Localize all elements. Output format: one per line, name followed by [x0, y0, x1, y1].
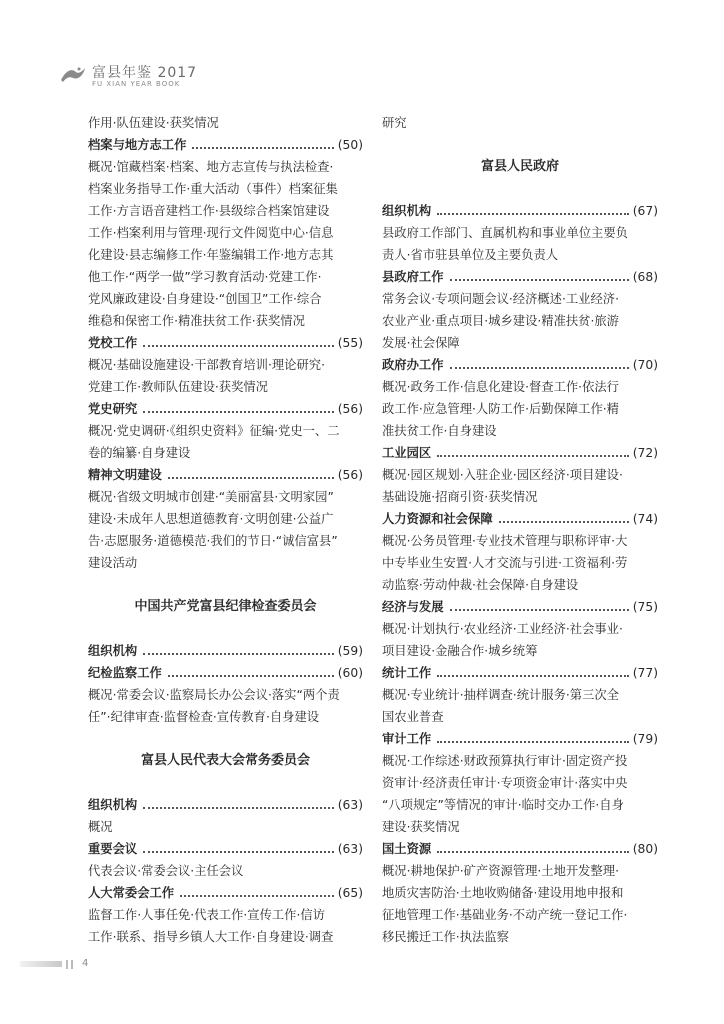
- toc-entry-page: (79): [632, 732, 658, 746]
- footer-tick: [71, 960, 73, 969]
- toc-text-line: 征地管理工作·基础业务·不动产统一登记工作·: [382, 908, 628, 922]
- toc-entry[interactable]: [382, 728, 658, 750]
- page-number: 4: [82, 958, 89, 969]
- toc-entry-title: 经济与发展: [382, 600, 444, 614]
- toc-entry[interactable]: [88, 464, 363, 486]
- leader-dots: [168, 675, 334, 677]
- toc-text-line: 发展·社会保障: [382, 336, 460, 350]
- toc-entry-title: 审计工作: [382, 732, 432, 746]
- toc-text-line: 县政府工作部门、直属机构和事业单位主要负: [382, 226, 628, 240]
- toc-text-line: 常务会议·专项问题会议·经济概述·工业经济·: [382, 292, 619, 306]
- leader-dots: [499, 521, 629, 523]
- toc-entry-page: (50): [337, 138, 363, 152]
- toc-text-line: 动监察·劳动仲裁·社会保障·自身建设: [382, 578, 579, 592]
- toc-entry[interactable]: [88, 640, 363, 662]
- toc-entry[interactable]: [382, 596, 658, 618]
- toc-entry[interactable]: [88, 662, 363, 684]
- leader-dots: [180, 895, 334, 897]
- leader-dots: [192, 147, 333, 149]
- toc-text-line: 农业产业·重点项目·城乡建设·精准扶贫·旅游: [382, 314, 619, 328]
- section-heading: 中国共产党富县纪律检查委员会: [134, 599, 317, 614]
- page-footer: [20, 958, 120, 972]
- leader-dots: [450, 279, 629, 281]
- toc-entry[interactable]: [88, 398, 363, 420]
- leader-dots: [437, 455, 629, 457]
- leader-dots: [143, 345, 334, 347]
- leader-dots: [437, 675, 629, 677]
- toc-text-line: 代表会议·常委会议·主任会议: [88, 864, 244, 878]
- toc-text-line: 概况·常委会议·监察局长办公会议·落实“两个责: [88, 688, 340, 702]
- header-title: 富县年鉴 2017: [92, 65, 198, 81]
- toc-entry-page: (67): [632, 204, 658, 218]
- header-subtitle: FU XIAN YEAR BOOK: [92, 80, 181, 88]
- toc-entry-title: 组织机构: [88, 798, 138, 812]
- footer-tick: [66, 960, 68, 969]
- toc-entry-title: 县政府工作: [382, 270, 444, 284]
- toc-entry[interactable]: [382, 838, 658, 860]
- leader-dots: [143, 807, 334, 809]
- toc-entry-title: 重要会议: [88, 842, 138, 856]
- toc-entry-page: (68): [632, 270, 658, 284]
- toc-text-line: 国农业普查: [382, 710, 444, 724]
- toc-text-line: 概况·专业统计·抽样调查·统计服务·第三次全: [382, 688, 619, 702]
- toc-entry-title: 工业园区: [382, 446, 432, 460]
- toc-entry-title: 统计工作: [382, 666, 432, 680]
- toc-text-line: 中专毕业生安置·人才交流与引进·工资福利·劳: [382, 556, 628, 570]
- toc-entry-title: 人大常委会工作: [88, 886, 175, 900]
- leader-dots: [437, 741, 629, 743]
- toc-entry-title: 政府办工作: [382, 358, 444, 372]
- toc-entry-title: 组织机构: [88, 644, 138, 658]
- leader-dots: [450, 367, 629, 369]
- toc-entry[interactable]: [382, 354, 658, 376]
- toc-entry-page: (72): [632, 446, 658, 460]
- leader-dots: [450, 609, 629, 611]
- toc-text-line: 移民搬迁工作·执法监察: [382, 930, 509, 944]
- toc-entry-title: 档案与地方志工作: [88, 138, 187, 152]
- toc-text-line: 概况·园区规划·入驻企业·园区经济·项目建设·: [382, 468, 623, 482]
- toc-text-line: 概况·公务员管理·专业技术管理与职称评审·大: [382, 534, 628, 548]
- toc-text-line: 基础设施·招商引资·获奖情况: [382, 490, 538, 504]
- toc-text-line: 项目建设·金融合作·城乡统筹: [382, 644, 538, 658]
- toc-entry-page: (77): [632, 666, 658, 680]
- toc-text-line: 化建设·县志编修工作·年鉴编辑工作·地方志其: [88, 248, 334, 262]
- right-column: [382, 112, 658, 948]
- toc-text-line: 党建工作·教师队伍建设·获奖情况: [88, 380, 268, 394]
- toc-entry[interactable]: [88, 332, 363, 354]
- leader-dots: [143, 851, 334, 853]
- toc-entry[interactable]: [382, 508, 658, 530]
- leader-dots: [143, 411, 334, 413]
- toc-text-line: 地质灾害防治·土地收购储备·建设用地申报和: [382, 886, 624, 900]
- toc-text-line: 研究: [382, 116, 407, 130]
- toc-entry[interactable]: [382, 662, 658, 684]
- leader-dots: [168, 477, 334, 479]
- toc-entry-page: (75): [632, 600, 658, 614]
- toc-text-line: 概况·馆藏档案·档案、地方志宣传与执法检查·: [88, 160, 334, 174]
- toc-text-line: 准扶贫工作·自身建设: [382, 424, 497, 438]
- toc-text-line: 档案业务指导工作·重大活动（事件）档案征集: [88, 182, 338, 196]
- toc-entry[interactable]: [382, 266, 658, 288]
- toc-entry[interactable]: [88, 794, 363, 816]
- toc-text-line: 概况: [88, 820, 113, 834]
- toc-text-line: 概况·计划执行·农业经济·工业经济·社会事业·: [382, 622, 623, 636]
- toc-text-line: 建设·获奖情况: [382, 820, 460, 834]
- toc-text-line: 政工作·应急管理·人防工作·后勤保障工作·精: [382, 402, 619, 416]
- toc-entry-title: 人力资源和社会保障: [382, 512, 493, 526]
- footer-bar: [20, 961, 62, 967]
- toc-entry-title: 组织机构: [382, 204, 432, 218]
- toc-entry-page: (70): [632, 358, 658, 372]
- section-heading: 富县人民代表大会常务委员会: [140, 753, 310, 768]
- toc-entry-title: 精神文明建设: [88, 468, 162, 482]
- toc-text-line: 工作·方言语音建档工作·县级综合档案馆建设: [88, 204, 330, 218]
- toc-entry-page: (55): [337, 336, 363, 350]
- toc-text-line: 概况·省级文明城市创建·“美丽富县·文明家园”: [88, 490, 334, 504]
- toc-entry[interactable]: [88, 882, 363, 904]
- toc-entry-title: 党史研究: [88, 402, 138, 416]
- toc-entry-title: 国土资源: [382, 842, 432, 856]
- toc-text-line: 概况·工作综述·财政预算执行审计·固定资产投: [382, 754, 628, 768]
- toc-text-line: 资审计·经济责任审计·专项资金审计·落实中央: [382, 776, 628, 790]
- leader-dots: [143, 653, 334, 655]
- toc-text-line: 建设·未成年人思想道德教育·文明创建·公益广: [88, 512, 334, 526]
- left-column: [88, 112, 363, 948]
- leader-dots: [437, 213, 629, 215]
- toc-text-line: 工作·联系、指导乡镇人大工作·自身建设·调查: [88, 930, 334, 944]
- toc-entry-page: (63): [337, 798, 363, 812]
- toc-entry-page: (60): [337, 666, 363, 680]
- toc-text-line: 工作·档案利用与管理·现行文件阅览中心·信息: [88, 226, 334, 240]
- toc-text-line: 作用·队伍建设·获奖情况: [88, 116, 219, 130]
- toc-text-line: 党风廉政建设·自身建设·“创国卫”工作·综合: [88, 292, 322, 306]
- toc-text-line: “八项规定”等情况的审计·临时交办工作·自身: [382, 798, 624, 812]
- toc-entry-page: (59): [337, 644, 363, 658]
- toc-entry-page: (74): [632, 512, 658, 526]
- toc-text-line: 概况·基础设施建设·干部教育培训·理论研究·: [88, 358, 325, 372]
- yearbook-logo-icon: [58, 60, 88, 90]
- toc-entry-page: (56): [337, 402, 363, 416]
- toc-entry-page: (80): [632, 842, 658, 856]
- section-heading: 富县人民政府: [480, 159, 559, 174]
- toc-text-line: 责人·省市驻县单位及主要负责人: [382, 248, 559, 262]
- toc-entry-title: 纪检监察工作: [88, 666, 162, 680]
- toc-entry[interactable]: [382, 442, 658, 464]
- toc-text-line: 维稳和保密工作·精准扶贫工作·获奖情况: [88, 314, 305, 328]
- toc-text-line: 建设活动: [88, 556, 138, 570]
- toc-entry-page: (63): [337, 842, 363, 856]
- leader-dots: [437, 851, 629, 853]
- toc-text-line: 概况·耕地保护·矿产资源管理·土地开发整理·: [382, 864, 619, 878]
- toc-text-line: 概况·党史调研·《组织史资料》征编·党史一、二: [88, 424, 340, 438]
- toc-text-line: 告·志愿服务·道德模范·我们的节日·“诚信富县”: [88, 534, 338, 548]
- toc-text-line: 概况·政务工作·信息化建设·督查工作·依法行: [382, 380, 619, 394]
- toc-text-line: 监督工作·人事任免·代表工作·宣传工作·信访: [88, 908, 325, 922]
- toc-text-line: 卷的编纂·自身建设: [88, 446, 191, 460]
- book-header: [58, 58, 238, 98]
- toc-entry-page: (56): [337, 468, 363, 482]
- toc-entry-title: 党校工作: [88, 336, 138, 350]
- toc-text-line: 他工作·“两学一做”学习教育活动·党建工作·: [88, 270, 322, 284]
- toc-entry[interactable]: [88, 134, 363, 156]
- toc-entry[interactable]: [382, 200, 658, 222]
- toc-entry[interactable]: [88, 838, 363, 860]
- toc-entry-page: (65): [337, 886, 363, 900]
- toc-text-line: 任”·纪律审查·监督检查·宣传教育·自身建设: [88, 710, 320, 724]
